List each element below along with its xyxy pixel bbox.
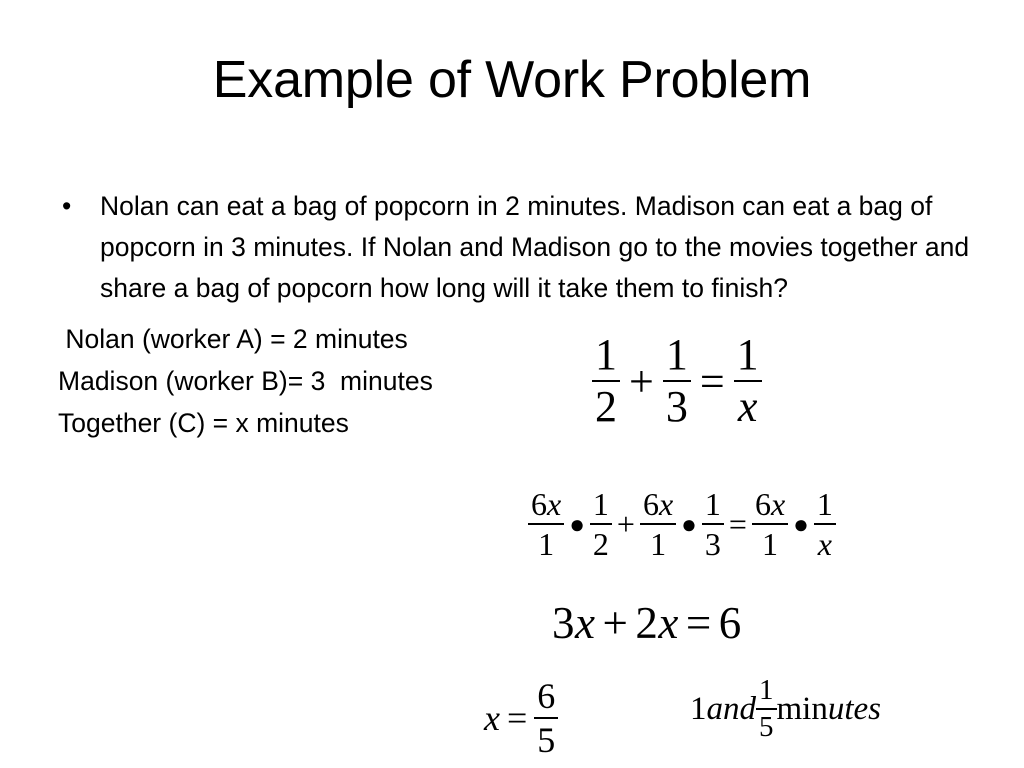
fraction-bar	[702, 523, 724, 525]
denominator: x	[737, 382, 758, 431]
multiplication-dot-operator: ●	[681, 510, 697, 539]
numerator	[640, 488, 676, 520]
definition-line-together: Together (C) = x minutes	[58, 408, 349, 438]
denominator: x	[817, 526, 832, 562]
denominator: 5	[759, 711, 774, 743]
fraction-one-third	[702, 488, 724, 560]
denominator: 1	[650, 526, 667, 562]
body-text-block	[58, 186, 970, 444]
coefficient-two: 2	[635, 598, 659, 648]
plus-operator: +	[602, 598, 629, 648]
numerator: 1	[736, 330, 759, 379]
equation-multiply-by-lcd	[528, 488, 836, 560]
numerator: 1	[816, 486, 833, 522]
numerator: 1	[595, 330, 617, 379]
right-hand-side-six: 6	[718, 598, 742, 648]
fraction-bar	[756, 708, 777, 710]
unit-suffix-utes: utes	[827, 690, 882, 727]
fraction-bar	[590, 523, 612, 525]
fraction-bar	[814, 523, 836, 525]
fraction-one-third	[663, 330, 691, 431]
fraction-one-over-x	[814, 488, 836, 560]
denominator: 3	[665, 382, 688, 431]
fraction-bar	[528, 523, 564, 525]
coefficient-three: 3	[552, 598, 575, 648]
equals-operator: =	[699, 356, 725, 406]
bullet-list-item	[58, 186, 980, 309]
fraction-six-fifths	[534, 678, 558, 758]
variable: x	[770, 486, 786, 522]
numerator: 1	[592, 486, 609, 522]
slide-title: Example of Work Problem	[212, 51, 812, 109]
fraction-one-over-x	[734, 330, 762, 431]
numerator	[752, 488, 788, 520]
multiplication-dot-operator: ●	[569, 510, 585, 539]
variable: x	[658, 486, 674, 522]
fraction-bar	[640, 523, 676, 525]
fraction-six-x-over-one-a	[528, 488, 564, 560]
plus-operator: +	[616, 505, 635, 542]
plus-operator: +	[629, 356, 654, 406]
equation-answer-in-minutes	[690, 676, 881, 742]
denominator: 1	[762, 526, 779, 562]
numerator: 1	[665, 330, 688, 379]
variable-x: x	[484, 698, 500, 738]
variable-x-second: x	[658, 598, 679, 648]
definition-line-nolan: Nolan (worker A) = 2 minutes	[58, 324, 408, 354]
equation-solution-x	[484, 678, 558, 758]
whole-number-one: 1	[690, 690, 707, 727]
equals-operator: =	[685, 598, 712, 648]
coefficient: 6	[531, 486, 547, 522]
multiplication-dot-operator: ●	[793, 510, 809, 539]
denominator: 5	[537, 720, 556, 760]
variable: x	[547, 486, 562, 522]
numerator: 6	[537, 676, 556, 716]
denominator: 3	[704, 526, 721, 562]
fraction-one-half	[590, 488, 612, 560]
denominator: 2	[595, 382, 617, 431]
coefficient: 6	[642, 486, 659, 522]
denominator: 1	[538, 526, 555, 562]
equals-operator: =	[506, 698, 528, 738]
bullet-item-text: Nolan can eat a bag of popcorn in 2 minutes. Madison can eat a bag of popcorn in 3 minutes. If Nolan and Madison go to the movies together and share a bag of popcorn how long will it take them to finish?	[100, 191, 970, 303]
denominator: 2	[592, 526, 609, 562]
fraction-one-half	[592, 330, 620, 431]
fraction-six-x-over-one-b	[640, 488, 676, 560]
variable-x-first: x	[575, 598, 596, 648]
definition-line-madison: Madison (worker B)= 3 minutes	[58, 366, 433, 396]
numerator	[528, 488, 564, 520]
numerator: 1	[704, 486, 721, 522]
fraction-bar	[534, 717, 558, 719]
bullet-marker-icon: •	[62, 191, 72, 221]
equals-operator: =	[728, 505, 747, 542]
fraction-one-fifth	[756, 676, 777, 742]
equation-sum-of-rates	[592, 330, 762, 431]
numerator: 1	[759, 674, 774, 706]
equation-combined-terms	[552, 597, 742, 649]
coefficient: 6	[754, 486, 771, 522]
fraction-six-x-over-one-c	[752, 488, 788, 560]
fraction-bar	[752, 523, 788, 525]
unit-prefix-min: min	[776, 690, 828, 727]
word-and: and	[706, 690, 756, 727]
